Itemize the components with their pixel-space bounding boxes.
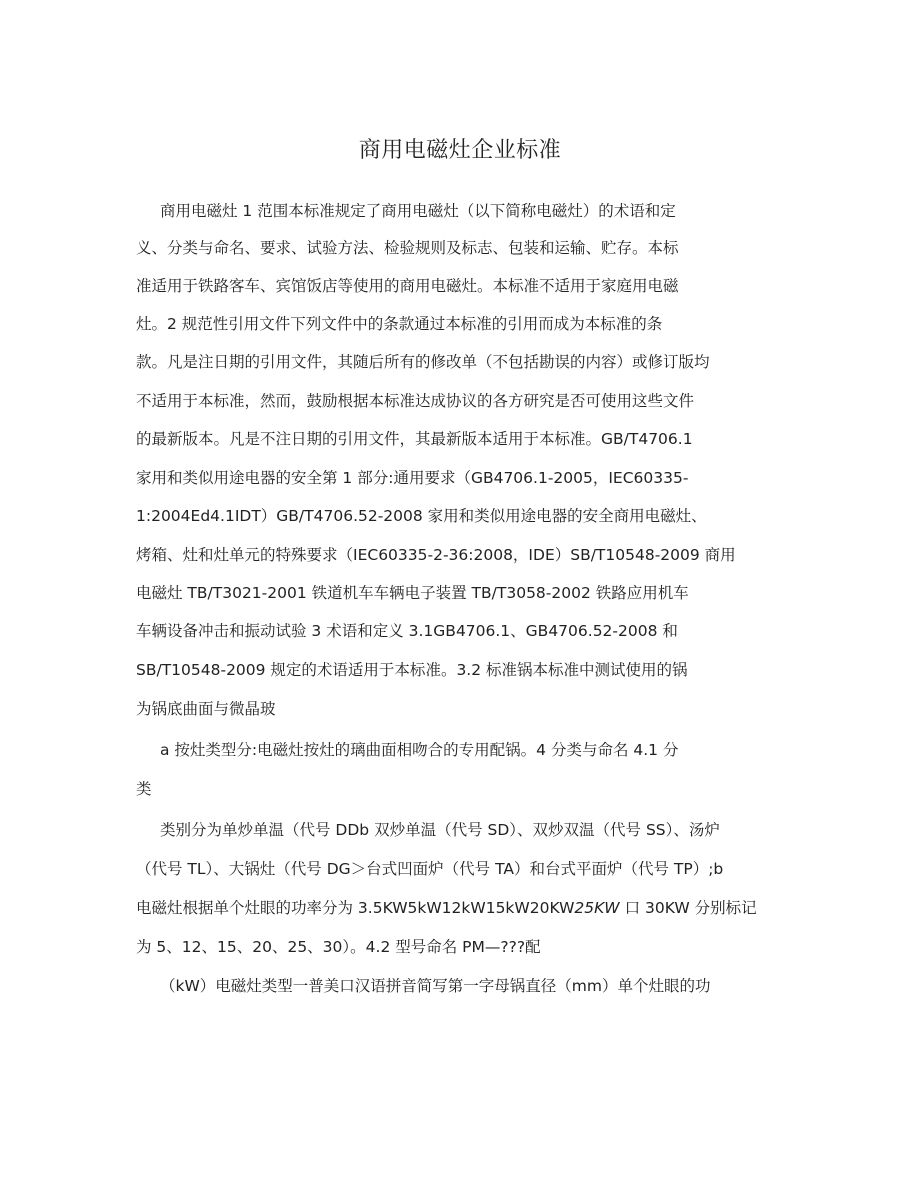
power-text-a: 电磁灶根据单个灶眼的功率分为 3.5KW5kW12kW15kW20KW <box>136 899 575 917</box>
text-line-19 <box>136 896 757 920</box>
text-line-8: 家用和类似用途电器的安全第 1 部分:通用要求（GB4706.1-2005，IEC60335- <box>136 469 689 487</box>
text-line-14: 为锅底曲面与微晶玻 <box>136 700 276 718</box>
power-text-italic: 25KW <box>574 899 620 917</box>
text-line-7: 的最新版本。凡是不注日期的引用文件，其最新版本适用于本标准。GB/T4706.1 <box>136 430 693 448</box>
document-title: 商用电磁灶企业标准 <box>358 138 562 163</box>
text-line-12: 车辆设备冲击和振动试验 3 术语和定义 3.1GB4706.1、GB4706.52-2008 和 <box>136 622 678 640</box>
text-line-4: 灶。2 规范性引用文件下列文件中的条款通过本标准的引用而成为本标准的条 <box>136 315 663 333</box>
text-line-15: a 按灶类型分:电磁灶按灶的璃曲面相吻合的专用配锅。4 分类与命名 4.1 分 <box>160 741 679 759</box>
text-line-1: 商用电磁灶 1 范围本标准规定了商用电磁灶（以下简称电磁灶）的术语和定 <box>160 202 676 220</box>
text-line-13: SB/T10548-2009 规定的术语适用于本标准。3.2 标准锅本标准中测试使用的锅 <box>136 661 688 679</box>
text-line-5: 款。凡是注日期的引用文件，其随后所有的修改单（不包括勘误的内容）或修订版均 <box>136 353 710 371</box>
text-line-11: 电磁灶 TB/T3021-2001 铁道机车车辆电子装置 TB/T3058-2002 铁路应用机车 <box>136 584 689 602</box>
text-line-3: 准适用于铁路客车、宾馆饭店等使用的商用电磁灶。本标准不适用于家庭用电磁 <box>136 277 679 295</box>
text-line-16: 类 <box>136 780 152 798</box>
text-line-21: （kW）电磁灶类型一普美口汉语拼音简写第一字母锅直径（mm）单个灶眼的功 <box>160 977 711 995</box>
text-line-17: 类别分为单炒单温（代号 DDb 双炒单温（代号 SD）、双炒双温（代号 SS）、汤炉 <box>160 821 720 839</box>
text-line-18: （代号 TL）、大锅灶（代号 DG＞台式凹面炉（代号 TA）和台式平面炉（代号 TP）;b <box>136 860 724 878</box>
text-line-6: 不适用于本标准，然而，鼓励根据本标准达成协议的各方研究是否可使用这些文件 <box>136 392 695 410</box>
text-line-10: 烤箱、灶和灶单元的特殊要求（IEC60335-2-36:2008，IDE）SB/T10548-2009 商用 <box>136 546 736 564</box>
power-text-b: 口 30KW 分别标记 <box>624 899 757 917</box>
text-line-20: 为 5、12、15、20、25、30）。4.2 型号命名 PM—???配 <box>136 938 541 956</box>
text-line-2: 义、分类与命名、要求、试验方法、检验规则及标志、包装和运输、贮存。本标 <box>136 239 679 257</box>
text-line-9: 1:2004Ed4.1IDT）GB/T4706.52-2008 家用和类似用途电器的安全商用电磁灶、 <box>136 507 707 525</box>
